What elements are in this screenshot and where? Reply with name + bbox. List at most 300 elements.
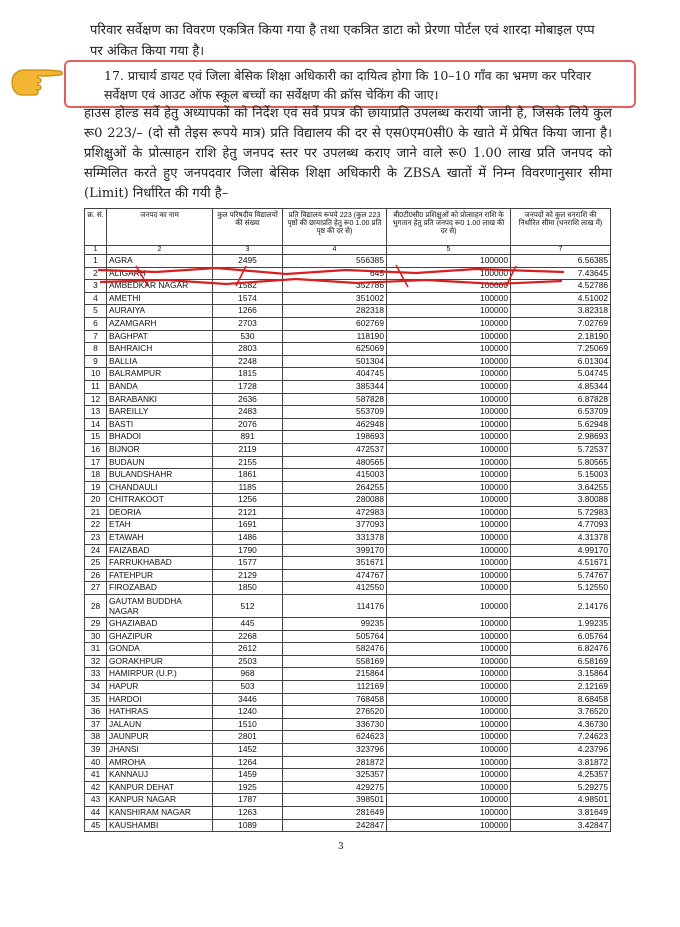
total-limit-cell: 8.68458 bbox=[511, 693, 611, 706]
header-serial: क्र. सं. bbox=[85, 209, 107, 246]
main-paragraph: हाउस होल्ड सर्वे हेतु अध्यापकों को निर्देश एवं सर्वे प्रपत्र की छायाप्रति उपलब्ध करायी जानी है, जिसके लिये कुल रू0 223/– (दो सौ तेइस रूपये मात्र) प्रति विद्यालय की दर से एस0एम0सी0 के खाते में प्रेषित किया जाना है। प्रशिक्षुओं के प्रोत्साहन राशि हेतु जनपद स्तर पर उपलब्ध कराए जाने वाले रू0 1.00 लाख प्रति जनपद को सम्मिलित करते हुए जनपदवार जिला बेसिक शिक्षा अधिकारी के ZBSA खातों में निम्न विवरणानुसार सीमा (Limit) निर्धारित की गयी है– bbox=[84, 106, 612, 201]
total-limit-cell: 5.15003 bbox=[511, 469, 611, 482]
header-photocopy-amount: प्रति विद्यालय रूपये 223 (कुल 223 पृष्ठों की छायाप्रति हेतु रू0 1.00 प्रति पृष्ठ की दर से) bbox=[283, 209, 387, 246]
district-name-cell: GORAKHPUR bbox=[107, 655, 213, 668]
table-row bbox=[85, 506, 611, 519]
school-count-cell: 3446 bbox=[213, 693, 283, 706]
school-count-cell: 2612 bbox=[213, 643, 283, 656]
incentive-amount-cell: 100000 bbox=[387, 494, 511, 507]
table-row bbox=[85, 769, 611, 782]
serial-cell: 26 bbox=[85, 569, 107, 582]
school-count-cell: 1266 bbox=[213, 305, 283, 318]
school-count-cell: 1691 bbox=[213, 519, 283, 532]
total-limit-cell: 6.58169 bbox=[511, 655, 611, 668]
serial-cell: 27 bbox=[85, 582, 107, 595]
district-name-cell: AURAIYA bbox=[107, 305, 213, 318]
incentive-amount-cell: 100000 bbox=[387, 355, 511, 368]
serial-cell: 24 bbox=[85, 544, 107, 557]
photocopy-amount-cell: 377093 bbox=[283, 519, 387, 532]
photocopy-amount-cell: 624623 bbox=[283, 731, 387, 744]
serial-cell: 2 bbox=[85, 267, 107, 280]
school-count-cell: 2155 bbox=[213, 456, 283, 469]
photocopy-amount-cell: 429275 bbox=[283, 781, 387, 794]
school-count-cell: 2803 bbox=[213, 343, 283, 356]
district-name-cell: BALRAMPUR bbox=[107, 368, 213, 381]
incentive-amount-cell: 100000 bbox=[387, 544, 511, 557]
photocopy-amount-cell: 264255 bbox=[283, 481, 387, 494]
total-limit-cell: 7.02769 bbox=[511, 317, 611, 330]
district-name-cell: KANPUR NAGAR bbox=[107, 794, 213, 807]
photocopy-amount-cell: 385344 bbox=[283, 380, 387, 393]
serial-cell: 36 bbox=[85, 706, 107, 719]
serial-cell: 28 bbox=[85, 595, 107, 618]
serial-cell: 15 bbox=[85, 431, 107, 444]
school-count-cell: 1459 bbox=[213, 769, 283, 782]
serial-cell: 35 bbox=[85, 693, 107, 706]
page-number: 3 bbox=[338, 842, 344, 852]
total-limit-cell: 5.72537 bbox=[511, 443, 611, 456]
table-row bbox=[85, 718, 611, 731]
school-count-cell: 2636 bbox=[213, 393, 283, 406]
total-limit-cell: 3.81872 bbox=[511, 756, 611, 769]
table-row bbox=[85, 618, 611, 631]
table-row bbox=[85, 280, 611, 293]
total-limit-cell: 4.23796 bbox=[511, 743, 611, 756]
photocopy-amount-cell: 602769 bbox=[283, 317, 387, 330]
table-row bbox=[85, 743, 611, 756]
incentive-amount-cell: 100000 bbox=[387, 255, 511, 268]
incentive-amount-cell: 100000 bbox=[387, 557, 511, 570]
district-name-cell: DEORIA bbox=[107, 506, 213, 519]
incentive-amount-cell: 100000 bbox=[387, 469, 511, 482]
total-limit-cell: 3.42847 bbox=[511, 819, 611, 832]
total-limit-cell: 2.98693 bbox=[511, 431, 611, 444]
table-row bbox=[85, 681, 611, 694]
table-row bbox=[85, 557, 611, 570]
school-count-cell: 2801 bbox=[213, 731, 283, 744]
incentive-amount-cell: 100000 bbox=[387, 794, 511, 807]
table-row bbox=[85, 582, 611, 595]
district-name-cell: AMROHA bbox=[107, 756, 213, 769]
photocopy-amount-cell: 472537 bbox=[283, 443, 387, 456]
total-limit-cell: 6.87828 bbox=[511, 393, 611, 406]
column-number: 3 bbox=[213, 246, 283, 255]
table-row bbox=[85, 519, 611, 532]
incentive-amount-cell: 100000 bbox=[387, 330, 511, 343]
incentive-amount-cell: 100000 bbox=[387, 681, 511, 694]
table-row bbox=[85, 630, 611, 643]
district-name-cell: AMETHI bbox=[107, 292, 213, 305]
district-name-cell: CHITRAKOOT bbox=[107, 494, 213, 507]
serial-cell: 4 bbox=[85, 292, 107, 305]
incentive-amount-cell: 100000 bbox=[387, 743, 511, 756]
serial-cell: 44 bbox=[85, 806, 107, 819]
school-count-cell: 2121 bbox=[213, 506, 283, 519]
incentive-amount-cell: 100000 bbox=[387, 595, 511, 618]
header-district: जनपद का नाम bbox=[107, 209, 213, 246]
district-name-cell: BAREILLY bbox=[107, 406, 213, 419]
total-limit-cell: 3.15864 bbox=[511, 668, 611, 681]
table-row bbox=[85, 406, 611, 419]
serial-cell: 45 bbox=[85, 819, 107, 832]
photocopy-amount-cell: 404745 bbox=[283, 368, 387, 381]
school-count-cell: 891 bbox=[213, 431, 283, 444]
school-count-cell: 2503 bbox=[213, 655, 283, 668]
district-name-cell: AGRA bbox=[107, 255, 213, 268]
photocopy-amount-cell: 474767 bbox=[283, 569, 387, 582]
column-number: 1 bbox=[85, 246, 107, 255]
photocopy-amount-cell: 505764 bbox=[283, 630, 387, 643]
incentive-amount-cell: 100000 bbox=[387, 706, 511, 719]
table-row bbox=[85, 431, 611, 444]
district-name-cell: BUDAUN bbox=[107, 456, 213, 469]
incentive-amount-cell: 100000 bbox=[387, 343, 511, 356]
school-count-cell: 503 bbox=[213, 681, 283, 694]
district-name-cell: FAIZABAD bbox=[107, 544, 213, 557]
table-row bbox=[85, 355, 611, 368]
total-limit-cell: 3.76520 bbox=[511, 706, 611, 719]
total-limit-cell: 4.52786 bbox=[511, 280, 611, 293]
district-name-cell: BAHRAICH bbox=[107, 343, 213, 356]
total-limit-cell: 6.53709 bbox=[511, 406, 611, 419]
school-count-cell: 1728 bbox=[213, 380, 283, 393]
incentive-amount-cell: 100000 bbox=[387, 668, 511, 681]
school-count-cell: 2483 bbox=[213, 406, 283, 419]
column-number-row bbox=[85, 246, 611, 255]
school-count-cell: 1263 bbox=[213, 806, 283, 819]
serial-cell: 34 bbox=[85, 681, 107, 694]
total-limit-cell: 4.98501 bbox=[511, 794, 611, 807]
district-name-cell: HAMIRPUR (U.P.) bbox=[107, 668, 213, 681]
total-limit-cell: 4.99170 bbox=[511, 544, 611, 557]
incentive-amount-cell: 100000 bbox=[387, 305, 511, 318]
serial-cell: 40 bbox=[85, 756, 107, 769]
serial-cell: 38 bbox=[85, 731, 107, 744]
district-allocation-table bbox=[84, 208, 611, 832]
table-row bbox=[85, 706, 611, 719]
district-name-cell: BULANDSHAHR bbox=[107, 469, 213, 482]
table-row bbox=[85, 731, 611, 744]
table-row bbox=[85, 368, 611, 381]
photocopy-amount-cell: 325357 bbox=[283, 769, 387, 782]
district-name-cell: JALAUN bbox=[107, 718, 213, 731]
serial-cell: 31 bbox=[85, 643, 107, 656]
serial-cell: 23 bbox=[85, 532, 107, 545]
serial-cell: 14 bbox=[85, 418, 107, 431]
serial-cell: 32 bbox=[85, 655, 107, 668]
photocopy-amount-cell: 587828 bbox=[283, 393, 387, 406]
incentive-amount-cell: 100000 bbox=[387, 655, 511, 668]
serial-cell: 29 bbox=[85, 618, 107, 631]
school-count-cell: 2119 bbox=[213, 443, 283, 456]
total-limit-cell: 5.04745 bbox=[511, 368, 611, 381]
district-name-cell: BIJNOR bbox=[107, 443, 213, 456]
serial-cell: 37 bbox=[85, 718, 107, 731]
serial-cell: 20 bbox=[85, 494, 107, 507]
school-count-cell: 512 bbox=[213, 595, 283, 618]
photocopy-amount-cell: 399170 bbox=[283, 544, 387, 557]
serial-cell: 9 bbox=[85, 355, 107, 368]
total-limit-cell: 5.62948 bbox=[511, 418, 611, 431]
table-row bbox=[85, 292, 611, 305]
table-row bbox=[85, 330, 611, 343]
serial-cell: 6 bbox=[85, 317, 107, 330]
table-row bbox=[85, 380, 611, 393]
photocopy-amount-cell: 625069 bbox=[283, 343, 387, 356]
total-limit-cell: 3.81649 bbox=[511, 806, 611, 819]
serial-cell: 8 bbox=[85, 343, 107, 356]
photocopy-amount-cell: 276520 bbox=[283, 706, 387, 719]
photocopy-amount-cell: 331378 bbox=[283, 532, 387, 545]
total-limit-cell: 5.12550 bbox=[511, 582, 611, 595]
incentive-amount-cell: 100000 bbox=[387, 756, 511, 769]
district-name-cell: BHADOI bbox=[107, 431, 213, 444]
total-limit-cell: 2.14176 bbox=[511, 595, 611, 618]
incentive-amount-cell: 100000 bbox=[387, 418, 511, 431]
incentive-amount-cell: 100000 bbox=[387, 506, 511, 519]
incentive-amount-cell: 100000 bbox=[387, 569, 511, 582]
table-row bbox=[85, 668, 611, 681]
header-total-limit: जनपदों को कुल धनराशि की निर्धारित सीमा (धनराशि लाख में) bbox=[511, 209, 611, 246]
school-count-cell: 2076 bbox=[213, 418, 283, 431]
incentive-amount-cell: 100000 bbox=[387, 280, 511, 293]
table-row bbox=[85, 806, 611, 819]
total-limit-cell: 4.77093 bbox=[511, 519, 611, 532]
school-count-cell: 1264 bbox=[213, 756, 283, 769]
photocopy-amount-cell: 582476 bbox=[283, 643, 387, 656]
photocopy-amount-cell: 501304 bbox=[283, 355, 387, 368]
serial-cell: 1 bbox=[85, 255, 107, 268]
district-name-cell: BARABANKI bbox=[107, 393, 213, 406]
district-name-cell: BASTI bbox=[107, 418, 213, 431]
pointing-hand-icon bbox=[8, 60, 64, 100]
table-row bbox=[85, 443, 611, 456]
total-limit-cell: 3.82318 bbox=[511, 305, 611, 318]
school-count-cell: 1861 bbox=[213, 469, 283, 482]
column-number: 7 bbox=[511, 246, 611, 255]
serial-cell: 18 bbox=[85, 469, 107, 482]
incentive-amount-cell: 100000 bbox=[387, 431, 511, 444]
district-name-cell: FATEHPUR bbox=[107, 569, 213, 582]
district-name-cell: HARDOI bbox=[107, 693, 213, 706]
photocopy-amount-cell: 462948 bbox=[283, 418, 387, 431]
table-header-row bbox=[85, 209, 611, 246]
total-limit-cell: 5.29275 bbox=[511, 781, 611, 794]
incentive-amount-cell: 100000 bbox=[387, 443, 511, 456]
school-count-cell: 1850 bbox=[213, 582, 283, 595]
total-limit-cell: 2.12169 bbox=[511, 681, 611, 694]
serial-cell: 11 bbox=[85, 380, 107, 393]
total-limit-cell: 7.43645 bbox=[511, 267, 611, 280]
serial-cell: 42 bbox=[85, 781, 107, 794]
header-incentive-amount: बी0टी0सी0 प्रशिक्षुओं को प्रोत्साहन राशि के भुगतान हेतु प्रति जनपद रू0 1.00 लाख की दर से) bbox=[387, 209, 511, 246]
serial-cell: 21 bbox=[85, 506, 107, 519]
school-count-cell: 1925 bbox=[213, 781, 283, 794]
photocopy-amount-cell: 336730 bbox=[283, 718, 387, 731]
photocopy-amount-cell: 112169 bbox=[283, 681, 387, 694]
total-limit-cell: 6.05764 bbox=[511, 630, 611, 643]
column-number: 4 bbox=[283, 246, 387, 255]
table-row bbox=[85, 481, 611, 494]
incentive-amount-cell: 100000 bbox=[387, 532, 511, 545]
table-row bbox=[85, 756, 611, 769]
district-name-cell: ALIGARH bbox=[107, 267, 213, 280]
school-count-cell: 1089 bbox=[213, 819, 283, 832]
serial-cell: 5 bbox=[85, 305, 107, 318]
table-row bbox=[85, 494, 611, 507]
serial-cell: 13 bbox=[85, 406, 107, 419]
photocopy-amount-cell: 351002 bbox=[283, 292, 387, 305]
total-limit-cell: 7.24623 bbox=[511, 731, 611, 744]
school-count-cell bbox=[213, 267, 283, 280]
table-row bbox=[85, 317, 611, 330]
school-count-cell: 2703 bbox=[213, 317, 283, 330]
table-body bbox=[85, 255, 611, 832]
column-number: 2 bbox=[107, 246, 213, 255]
photocopy-amount-cell: 412550 bbox=[283, 582, 387, 595]
incentive-amount-cell: 100000 bbox=[387, 806, 511, 819]
photocopy-amount-cell: 645 bbox=[283, 267, 387, 280]
table-row bbox=[85, 544, 611, 557]
district-name-cell: CHANDAULI bbox=[107, 481, 213, 494]
district-name-cell: GONDA bbox=[107, 643, 213, 656]
total-limit-cell: 3.64255 bbox=[511, 481, 611, 494]
district-name-cell: BAGHPAT bbox=[107, 330, 213, 343]
table-row bbox=[85, 595, 611, 618]
highlight-note-text: 17. प्राचार्य डायट एवं जिला बेसिक शिक्षा अधिकारी का दायित्व होगा कि 10–10 गाँव का भ्रमण कर परिवार सर्वेक्षण एवं आउट ऑफ स्कूल बच्चों का सर्वेक्षण की क्रॉस चेकिंग की जाए। bbox=[104, 68, 592, 102]
incentive-amount-cell: 100000 bbox=[387, 317, 511, 330]
total-limit-cell: 6.56385 bbox=[511, 255, 611, 268]
total-limit-cell: 2.18190 bbox=[511, 330, 611, 343]
district-name-cell: KANNAUJ bbox=[107, 769, 213, 782]
serial-cell: 22 bbox=[85, 519, 107, 532]
school-count-cell: 1787 bbox=[213, 794, 283, 807]
photocopy-amount-cell: 472983 bbox=[283, 506, 387, 519]
district-name-cell: ETAWAH bbox=[107, 532, 213, 545]
table-row bbox=[85, 819, 611, 832]
total-limit-cell: 4.85344 bbox=[511, 380, 611, 393]
photocopy-amount-cell: 415003 bbox=[283, 469, 387, 482]
school-count-cell: 445 bbox=[213, 618, 283, 631]
table-row bbox=[85, 569, 611, 582]
total-limit-cell: 4.51002 bbox=[511, 292, 611, 305]
school-count-cell: 1574 bbox=[213, 292, 283, 305]
photocopy-amount-cell: 558169 bbox=[283, 655, 387, 668]
school-count-cell: 1582 bbox=[213, 280, 283, 293]
incentive-amount-cell: 100000 bbox=[387, 368, 511, 381]
incentive-amount-cell: 100000 bbox=[387, 582, 511, 595]
district-name-cell: HATHRAS bbox=[107, 706, 213, 719]
district-name-cell: JHANSI bbox=[107, 743, 213, 756]
total-limit-cell: 5.80565 bbox=[511, 456, 611, 469]
total-limit-cell: 6.01304 bbox=[511, 355, 611, 368]
incentive-amount-cell: 100000 bbox=[387, 819, 511, 832]
incentive-amount-cell: 100000 bbox=[387, 267, 511, 280]
total-limit-cell: 4.25357 bbox=[511, 769, 611, 782]
district-name-cell: BALLIA bbox=[107, 355, 213, 368]
serial-cell: 7 bbox=[85, 330, 107, 343]
school-count-cell: 2495 bbox=[213, 255, 283, 268]
photocopy-amount-cell: 352786 bbox=[283, 280, 387, 293]
total-limit-cell: 4.36730 bbox=[511, 718, 611, 731]
photocopy-amount-cell: 556385 bbox=[283, 255, 387, 268]
serial-cell: 41 bbox=[85, 769, 107, 782]
incentive-amount-cell: 100000 bbox=[387, 618, 511, 631]
incentive-amount-cell: 100000 bbox=[387, 406, 511, 419]
district-name-cell: ETAH bbox=[107, 519, 213, 532]
incentive-amount-cell: 100000 bbox=[387, 630, 511, 643]
school-count-cell: 1486 bbox=[213, 532, 283, 545]
photocopy-amount-cell: 398501 bbox=[283, 794, 387, 807]
photocopy-amount-cell: 351671 bbox=[283, 557, 387, 570]
table-row bbox=[85, 418, 611, 431]
photocopy-amount-cell: 553709 bbox=[283, 406, 387, 419]
district-name-cell: KAUSHAMBI bbox=[107, 819, 213, 832]
district-name-cell: JAUNPUR bbox=[107, 731, 213, 744]
header-schools: कुल परिषदीय विद्यालयों की संख्या bbox=[213, 209, 283, 246]
serial-cell: 3 bbox=[85, 280, 107, 293]
incentive-amount-cell: 100000 bbox=[387, 693, 511, 706]
school-count-cell: 2129 bbox=[213, 569, 283, 582]
incentive-amount-cell: 100000 bbox=[387, 718, 511, 731]
photocopy-amount-cell: 768458 bbox=[283, 693, 387, 706]
table-row bbox=[85, 255, 611, 268]
serial-cell: 33 bbox=[85, 668, 107, 681]
serial-cell: 25 bbox=[85, 557, 107, 570]
school-count-cell: 2268 bbox=[213, 630, 283, 643]
photocopy-amount-cell: 480565 bbox=[283, 456, 387, 469]
photocopy-amount-cell: 323796 bbox=[283, 743, 387, 756]
school-count-cell: 2248 bbox=[213, 355, 283, 368]
incentive-amount-cell: 100000 bbox=[387, 380, 511, 393]
incentive-amount-cell: 100000 bbox=[387, 519, 511, 532]
incentive-amount-cell: 100000 bbox=[387, 292, 511, 305]
table-row bbox=[85, 469, 611, 482]
district-name-cell: FIROZABAD bbox=[107, 582, 213, 595]
serial-cell: 16 bbox=[85, 443, 107, 456]
total-limit-cell: 6.82476 bbox=[511, 643, 611, 656]
photocopy-amount-cell: 280088 bbox=[283, 494, 387, 507]
incentive-amount-cell: 100000 bbox=[387, 456, 511, 469]
table-row bbox=[85, 532, 611, 545]
serial-cell: 12 bbox=[85, 393, 107, 406]
district-name-cell: KANSHIRAM NAGAR bbox=[107, 806, 213, 819]
table-row bbox=[85, 343, 611, 356]
serial-cell: 43 bbox=[85, 794, 107, 807]
school-count-cell: 1577 bbox=[213, 557, 283, 570]
table-row bbox=[85, 393, 611, 406]
table-row bbox=[85, 655, 611, 668]
school-count-cell: 1256 bbox=[213, 494, 283, 507]
district-name-cell: HAPUR bbox=[107, 681, 213, 694]
total-limit-cell: 1.99235 bbox=[511, 618, 611, 631]
school-count-cell: 1185 bbox=[213, 481, 283, 494]
serial-cell: 19 bbox=[85, 481, 107, 494]
table-row bbox=[85, 781, 611, 794]
incentive-amount-cell: 100000 bbox=[387, 731, 511, 744]
incentive-amount-cell: 100000 bbox=[387, 781, 511, 794]
table-row bbox=[85, 643, 611, 656]
photocopy-amount-cell: 282318 bbox=[283, 305, 387, 318]
photocopy-amount-cell: 242847 bbox=[283, 819, 387, 832]
total-limit-cell: 4.31378 bbox=[511, 532, 611, 545]
column-number: 5 bbox=[387, 246, 511, 255]
incentive-amount-cell: 100000 bbox=[387, 393, 511, 406]
photocopy-amount-cell: 114176 bbox=[283, 595, 387, 618]
serial-cell: 17 bbox=[85, 456, 107, 469]
photocopy-amount-cell: 281649 bbox=[283, 806, 387, 819]
table-row bbox=[85, 693, 611, 706]
